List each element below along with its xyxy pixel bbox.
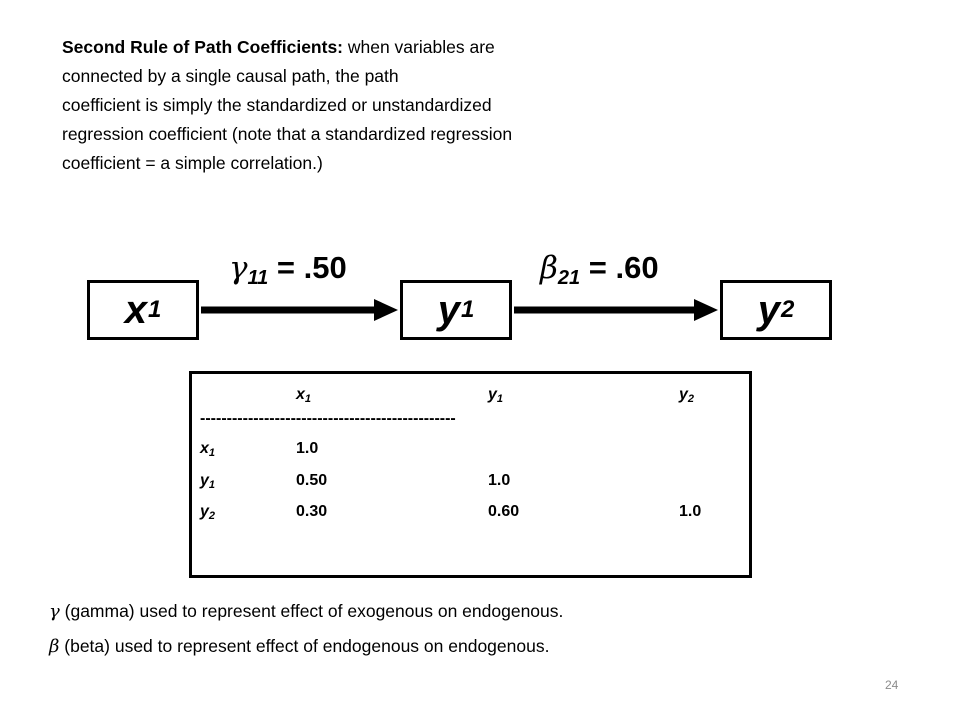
- col-x1-base: x: [296, 386, 305, 403]
- correlation-matrix: [189, 371, 752, 578]
- note-gamma-symbol: γ: [49, 601, 60, 622]
- intro-title: Second Rule of Path Coefficients:: [62, 37, 343, 57]
- note-gamma: [49, 601, 563, 622]
- row-y2-sub: 2: [208, 510, 216, 522]
- matrix-row-header: [200, 472, 215, 491]
- row-y2-base: y: [200, 503, 209, 520]
- node-y2-base: y: [757, 287, 780, 332]
- intro-line-5: coefficient = a simple correlation.): [62, 153, 323, 173]
- node-x1-base: x: [124, 287, 147, 332]
- intro-line-4: regression coefficient (note that a standardized regression: [62, 124, 513, 144]
- row-x1-base: x: [200, 440, 209, 457]
- col-y1-sub: 1: [496, 393, 504, 405]
- node-y1-sub: 1: [460, 296, 475, 323]
- note-beta-symbol: β: [49, 636, 60, 657]
- col-y2-sub: 2: [687, 393, 695, 405]
- node-y1-base: y: [437, 287, 460, 332]
- matrix-cell: 0.50: [296, 472, 328, 489]
- gamma-value: = .50: [268, 250, 347, 285]
- row-y1-base: y: [200, 472, 209, 489]
- col-y1-base: y: [488, 386, 497, 403]
- matrix-cell: 1.0: [488, 472, 511, 489]
- node-y1: [400, 280, 512, 340]
- beta-value: = .60: [580, 250, 659, 285]
- note-beta-text: (beta) used to represent effect of endogenous on endogenous.: [59, 636, 550, 656]
- matrix-cell: 0.60: [488, 503, 520, 520]
- intro-line-3: coefficient is simply the standardized or unstandardized: [62, 95, 492, 115]
- intro-line-1-text: when variables are: [343, 37, 495, 57]
- arrowhead-x1-y1: [374, 299, 398, 321]
- col-x1-sub: 1: [304, 393, 312, 405]
- path-coefficient-gamma: [229, 250, 347, 290]
- matrix-row-header: [200, 503, 215, 522]
- beta-symbol: β: [540, 250, 558, 286]
- row-x1-sub: 1: [208, 447, 216, 459]
- note-gamma-text: (gamma) used to represent effect of exogenous on endogenous.: [59, 601, 564, 621]
- node-x1-sub: 1: [147, 296, 162, 323]
- matrix-col-header: [296, 386, 311, 405]
- gamma-subscript: 11: [247, 267, 269, 289]
- matrix-cell: 0.30: [296, 503, 328, 520]
- matrix-row-header: [200, 440, 215, 459]
- path-coefficient-beta: [540, 250, 659, 290]
- matrix-cell: 1.0: [679, 503, 702, 520]
- col-y2-base: y: [679, 386, 688, 403]
- arrowhead-y1-y2: [694, 299, 718, 321]
- intro-line-2: connected by a single causal path, the path: [62, 66, 399, 86]
- node-y2-sub: 2: [780, 296, 795, 323]
- node-x1: [87, 280, 199, 340]
- matrix-cell: 1.0: [296, 440, 319, 457]
- matrix-col-header: [679, 386, 694, 405]
- node-y2: [720, 280, 832, 340]
- note-beta: [49, 636, 549, 657]
- matrix-col-header: [488, 386, 503, 405]
- gamma-symbol: γ: [229, 250, 248, 286]
- beta-subscript: 21: [557, 267, 581, 289]
- row-y1-sub: 1: [208, 479, 216, 491]
- matrix-divider: ------------------------------------------------: [200, 410, 456, 427]
- page-number: 24: [885, 678, 899, 692]
